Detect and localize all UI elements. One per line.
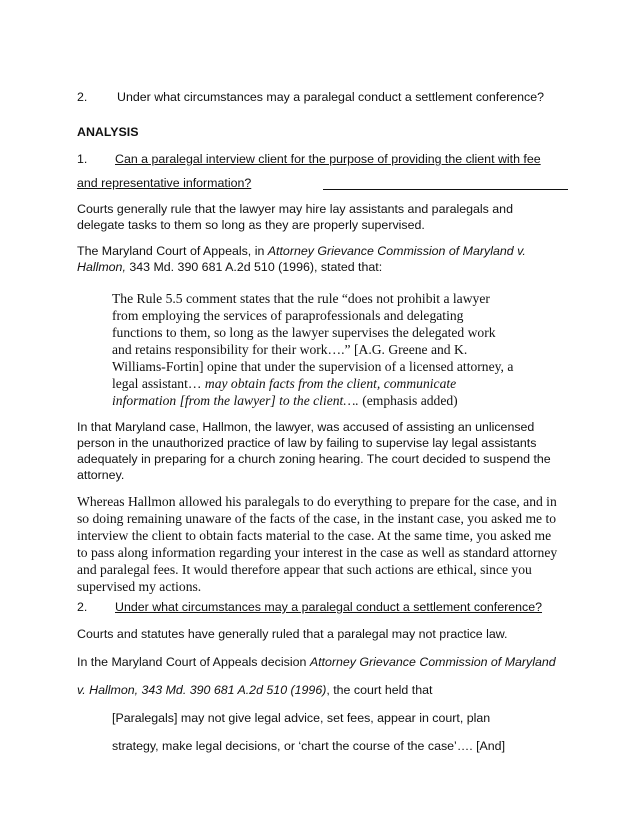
p6-case-line2: v. Hallmon, 343 Md. 390 681 A.2d 510 (1996) (77, 683, 327, 697)
analysis-1-number: 1. (77, 152, 88, 166)
paragraph-maryland-court (77, 243, 557, 275)
block-quote-2-line1: [Paralegals] may not give legal advice, set fees, appear in court, plan (112, 711, 491, 725)
paragraph-6-line2 (77, 682, 432, 698)
block-quote-2-line2: strategy, make legal decisions, or ‘chart the course of the case’…. [And] (112, 739, 506, 753)
p2-case-name: Attorney Grievance Commission of Maryland v. Hallmon, (77, 244, 526, 274)
analysis-2-number: 2. (77, 600, 88, 614)
question-2-number: 2. (77, 90, 88, 104)
paragraph-6-line1 (77, 654, 556, 670)
analysis-1-question-text-1: Can a paralegal interview client for the purpose of providing the client with fee (115, 152, 541, 166)
p2-before: The Maryland Court of Appeals, in (77, 244, 268, 258)
p6-after: , the court held that (326, 683, 433, 697)
question-2-text: Under what circumstances may a paralegal conduct a settlement conference? (117, 90, 545, 104)
quote1-plain: The Rule 5.5 comment states that the rule “does not prohibit a lawyer from employing the services of paraprofessionals and delegating functions to them, so long as the lawyer supervises the delegated work and retains responsibility for their work….” [A.G. Greene and K. Williams-Fortin] opine that under the supervision of a licensed attorney, a legal assistant… (112, 291, 514, 391)
analysis-1-question-text-2: and representative information? (77, 176, 252, 190)
analysis-2-question (77, 599, 542, 615)
p6-before: In the Maryland Court of Appeals decision (77, 655, 310, 669)
paragraph-courts-rule: Courts generally rule that the lawyer may hire lay assistants and paralegals and delegate tasks to them so long as they are properly supervised. (77, 202, 513, 232)
question-2-heading (77, 89, 544, 105)
analysis-2-question-text: Under what circumstances may a paralegal conduct a settlement conference? (115, 600, 543, 614)
block-quote-rule-5-5 (112, 290, 517, 409)
underline-extension (323, 189, 568, 190)
quote1-italic: may obtain facts from the client, communicate information [from the lawyer] to the client…. (112, 376, 457, 408)
quote1-tail: (emphasis added) (358, 393, 458, 408)
analysis-1-question-line1 (77, 151, 541, 167)
analysis-1-question-line2 (77, 175, 251, 191)
p2-after: 343 Md. 390 681 A.2d 510 (1996), stated that: (125, 260, 383, 274)
paragraph-hallmon-case: In that Maryland case, Hallmon, the lawyer, was accused of assisting an unlicensed person in the unauthorized practice of law by failing to supervise lay legal assistants adequately in preparing for a church zoning hearing. The court decided to suspend the attorney. (77, 420, 551, 482)
paragraph-whereas-hallmon: Whereas Hallmon allowed his paralegals to do everything to prepare for the case, and in so doing remaining unaware of the facts of the case, in the instant case, you asked me to interview the client to obtain facts material to the case. At the same time, you asked me to pass along information regarding your interest in the case as well as standard attorney and paralegal fees. It would therefore appear that such actions are ethical, since you supervised my actions. (77, 494, 558, 594)
analysis-heading: ANALYSIS (77, 125, 139, 139)
p6-case-line1: Attorney Grievance Commission of Maryland (309, 655, 556, 669)
paragraph-courts-statutes: Courts and statutes have generally ruled that a paralegal may not practice law. (77, 627, 508, 641)
